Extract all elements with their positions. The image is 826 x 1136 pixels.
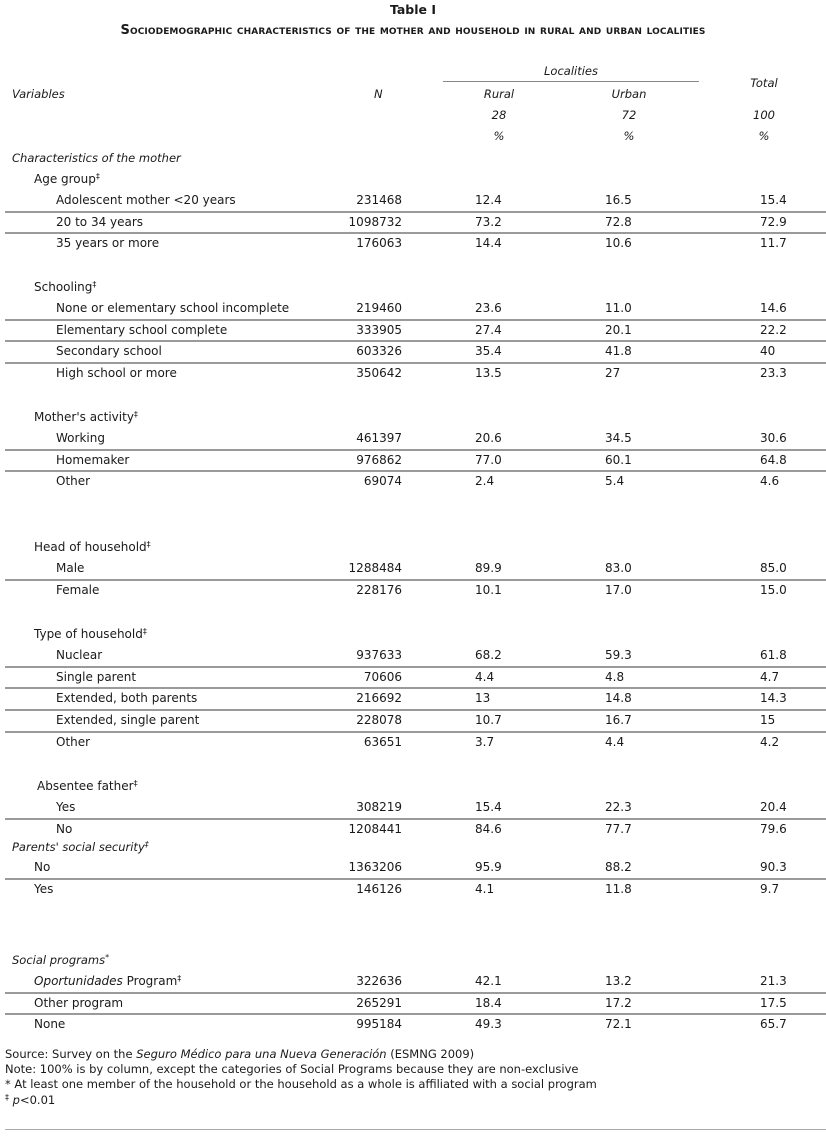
footnote-note: Note: 100% is by column, except the categories of Social Programs because they are non-exclusive: [5, 1062, 579, 1076]
cell-rural: 35.4: [475, 344, 502, 359]
bottom-rule: [5, 1129, 826, 1130]
cell-n: 228176: [356, 582, 402, 597]
cell-urban: 14.8: [605, 691, 632, 706]
cell-n: 350642: [356, 366, 402, 381]
dagger-mark: ‡: [144, 840, 149, 849]
cell-urban: 77.7: [605, 821, 632, 836]
cell-n: 219460: [356, 301, 402, 315]
cell-rural: 2.4: [475, 474, 495, 489]
row-label: Other program: [34, 995, 124, 1010]
section-social-programs: Social programs*: [12, 953, 110, 967]
cell-total: 15.0: [760, 582, 787, 597]
cell-n: 1098732: [348, 214, 402, 229]
row-label: None: [34, 1017, 66, 1032]
cell-urban: 34.5: [605, 431, 632, 445]
cell-n: 461397: [356, 431, 402, 445]
cell-n: 1208441: [348, 821, 402, 836]
cell-urban: 83.0: [605, 561, 632, 575]
cell-urban: 16.7: [605, 713, 632, 728]
header-urban-pct: 72: [621, 108, 637, 122]
row-label: Yes: [34, 881, 54, 896]
table-row: [0, 993, 826, 1015]
cell-total: 40: [760, 344, 776, 359]
cell-n: 995184: [356, 1017, 402, 1032]
cell-rural: 14.4: [475, 236, 502, 251]
dagger-mark: ‡: [133, 410, 138, 419]
group-age: Age group‡: [34, 172, 100, 186]
table-row: [0, 471, 826, 493]
cell-urban: 22.3: [605, 800, 632, 814]
table-row: [0, 320, 826, 342]
cell-total: 11.7: [760, 236, 787, 251]
header-rural: Rural: [483, 87, 515, 101]
footnote-source: Source: Survey on the Seguro Médico para una Nueva Generación (ESMNG 2009): [5, 1047, 475, 1061]
table-row: [0, 190, 826, 212]
cell-rural: 4.1: [475, 881, 495, 896]
cell-rural: 68.2: [475, 648, 502, 662]
cell-urban: 11.0: [605, 301, 632, 315]
group-type: Type of household‡: [34, 627, 147, 641]
cell-urban: 59.3: [605, 648, 632, 662]
cell-n: 146126: [356, 881, 402, 896]
cell-n: 265291: [356, 995, 402, 1010]
cell-total: 72.9: [760, 214, 787, 229]
cell-total: 14.6: [760, 301, 787, 315]
table-row: [0, 363, 826, 385]
row-label: High school or more: [56, 366, 177, 381]
group-activity: Mother's activity‡: [34, 410, 138, 424]
group-schooling: Schooling‡: [34, 280, 97, 294]
cell-urban: 88.2: [605, 860, 632, 874]
table-row: [0, 298, 826, 320]
table-row: [0, 233, 826, 255]
table-row: [0, 667, 826, 689]
cell-rural: 77.0: [475, 452, 502, 467]
cell-rural: 73.2: [475, 214, 502, 229]
dagger-mark: ‡: [95, 172, 100, 181]
cell-n: 63651: [363, 734, 402, 749]
cell-total: 14.3: [760, 691, 787, 706]
table-row: [0, 341, 826, 363]
dagger-mark: ‡: [92, 280, 97, 289]
table-row: [0, 688, 826, 710]
cell-urban: 20.1: [605, 322, 632, 337]
cell-rural: 89.9: [475, 561, 502, 575]
cell-urban: 17.0: [605, 582, 632, 597]
table-row: [0, 1014, 826, 1036]
cell-n: 308219: [356, 800, 402, 814]
row-label: Other: [56, 734, 91, 749]
header-localities: Localities: [544, 64, 598, 78]
table-row: [0, 212, 826, 234]
header-rural-pct: 28: [491, 108, 507, 122]
table-row: [0, 819, 826, 841]
cell-rural: 84.6: [475, 821, 502, 836]
header-total-pct: 100: [753, 108, 775, 122]
table-row: [0, 732, 826, 754]
cell-n: 976862: [356, 452, 402, 467]
header-total-unit: %: [758, 129, 770, 143]
row-label: Other: [56, 474, 91, 489]
row-label: Nuclear: [56, 648, 103, 662]
cell-total: 15.4: [760, 193, 787, 207]
footnote-star: * At least one member of the household or the household as a whole is affiliated with a social program: [5, 1077, 597, 1091]
header-urban-unit: %: [623, 129, 635, 143]
cell-total: 61.8: [760, 648, 787, 662]
cell-urban: 4.8: [605, 669, 625, 684]
header-n: N: [374, 87, 383, 101]
localities-rule: [443, 81, 699, 82]
row-label: Male: [56, 561, 85, 575]
table-title: Sociodemographic characteristics of the mother and household in rural and urban localities: [120, 23, 706, 38]
dagger-mark: ‡: [142, 627, 147, 636]
cell-rural: 10.1: [475, 582, 502, 597]
footnote-pvalue: ‡ p<0.01: [5, 1093, 56, 1107]
table-row: [0, 645, 826, 667]
header-variables: Variables: [12, 87, 65, 101]
cell-n: 1363206: [348, 860, 402, 874]
cell-rural: 49.3: [475, 1017, 502, 1032]
cell-rural: 4.4: [475, 669, 495, 684]
cell-n: 333905: [356, 322, 402, 337]
cell-urban: 72.8: [605, 214, 632, 229]
cell-urban: 5.4: [605, 474, 625, 489]
row-label: No: [34, 860, 51, 874]
cell-total: 85.0: [760, 561, 787, 575]
row-label: Working: [56, 431, 105, 445]
cell-rural: 20.6: [475, 431, 502, 445]
cell-rural: 3.7: [475, 734, 495, 749]
cell-urban: 27: [605, 366, 621, 381]
table-row: [0, 879, 826, 901]
row-label: No: [56, 821, 73, 836]
cell-total: 4.7: [760, 669, 780, 684]
cell-rural: 12.4: [475, 193, 502, 207]
table-row: [0, 580, 826, 602]
cell-rural: 23.6: [475, 301, 502, 315]
cell-total: 4.6: [760, 474, 780, 489]
header-rural-unit: %: [493, 129, 505, 143]
cell-total: 30.6: [760, 431, 787, 445]
cell-n: 69074: [363, 474, 402, 489]
cell-urban: 11.8: [605, 881, 632, 896]
cell-urban: 17.2: [605, 995, 632, 1010]
star-mark: *: [105, 953, 110, 962]
section-mother: Characteristics of the mother: [12, 151, 181, 165]
row-label: Secondary school: [56, 344, 162, 359]
cell-rural: 95.9: [475, 860, 502, 874]
section-social-security: Parents' social security‡: [12, 840, 149, 854]
cell-rural: 27.4: [475, 322, 502, 337]
cell-total: 22.2: [760, 322, 787, 337]
cell-total: 17.5: [760, 995, 787, 1010]
cell-urban: 10.6: [605, 236, 632, 251]
table-label: Table I: [389, 2, 437, 17]
cell-rural: 10.7: [475, 713, 502, 728]
cell-rural: 13: [475, 691, 491, 706]
cell-urban: 16.5: [605, 193, 632, 207]
dagger-mark: ‡: [133, 779, 138, 788]
table-row: [0, 558, 826, 580]
cell-n: 937633: [356, 648, 402, 662]
dagger-mark: ‡: [177, 974, 182, 983]
dagger-mark: ‡: [146, 540, 151, 549]
row-label: None or elementary school incomplete: [56, 301, 290, 315]
cell-rural: 42.1: [475, 974, 502, 988]
cell-n: 70606: [363, 669, 402, 684]
cell-total: 20.4: [760, 800, 787, 814]
cell-rural: 18.4: [475, 995, 502, 1010]
row-label: Adolescent mother <20 years: [56, 193, 236, 207]
cell-rural: 13.5: [475, 366, 502, 381]
cell-urban: 41.8: [605, 344, 632, 359]
cell-total: 79.6: [760, 821, 787, 836]
group-absentee: Absentee father‡: [37, 779, 138, 793]
group-head: Head of household‡: [34, 540, 151, 554]
cell-total: 90.3: [760, 860, 787, 874]
row-label: 20 to 34 years: [56, 214, 144, 229]
row-label: Extended, both parents: [56, 691, 198, 706]
cell-rural: 15.4: [475, 800, 502, 814]
cell-total: 9.7: [760, 881, 780, 896]
table-row: [0, 428, 826, 450]
table-row: [0, 710, 826, 732]
cell-urban: 72.1: [605, 1017, 632, 1032]
table-row: [0, 450, 826, 472]
cell-n: 216692: [356, 691, 402, 706]
cell-n: 1288484: [348, 561, 402, 575]
cell-total: 4.2: [760, 734, 780, 749]
row-label: Oportunidades Program‡: [34, 974, 182, 988]
cell-n: 603326: [356, 344, 402, 359]
table-row: [0, 971, 826, 993]
cell-total: 15: [760, 713, 776, 728]
cell-total: 23.3: [760, 366, 787, 381]
row-label: 35 years or more: [56, 236, 160, 251]
cell-total: 65.7: [760, 1017, 787, 1032]
row-label: Female: [56, 582, 100, 597]
cell-urban: 4.4: [605, 734, 625, 749]
cell-n: 228078: [356, 713, 402, 728]
row-label: Homemaker: [56, 452, 130, 467]
cell-n: 322636: [356, 974, 402, 988]
header-urban: Urban: [611, 87, 647, 101]
cell-urban: 13.2: [605, 974, 632, 988]
cell-n: 231468: [356, 193, 402, 207]
row-label: Extended, single parent: [56, 713, 200, 728]
table-row: [0, 857, 826, 879]
cell-total: 64.8: [760, 452, 787, 467]
cell-urban: 60.1: [605, 452, 632, 467]
cell-n: 176063: [356, 236, 402, 251]
row-label: Yes: [56, 800, 76, 814]
row-label: Single parent: [56, 669, 137, 684]
header-total: Total: [750, 76, 778, 90]
table-row: [0, 797, 826, 819]
cell-total: 21.3: [760, 974, 787, 988]
row-label: Elementary school complete: [56, 322, 228, 337]
